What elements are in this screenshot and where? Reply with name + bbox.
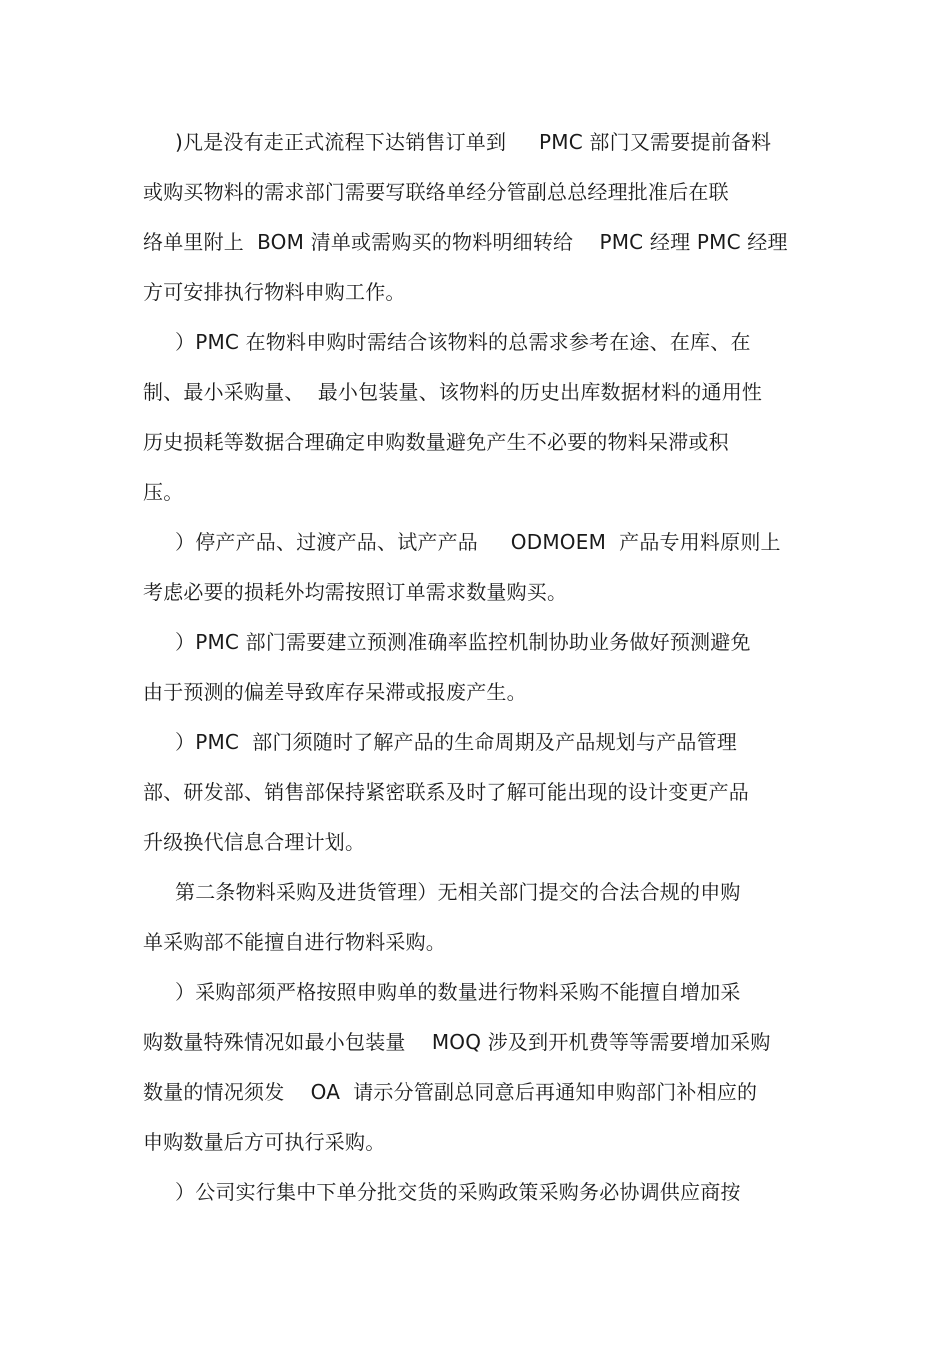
text-line: 数量的情况须发 OA 请示分管副总同意后再通知申购部门补相应的 xyxy=(143,1080,758,1104)
text-line: 制、最小采购量、 最小包装量、该物料的历史出库数据材料的通用性 xyxy=(143,380,763,404)
text-line: 压。 xyxy=(143,480,184,504)
text-line: 升级换代信息合理计划。 xyxy=(143,830,366,854)
text-line: ）PMC 部门需要建立预测准确率监控机制协助业务做好预测避免 xyxy=(175,630,751,654)
text-line: 单采购部不能擅自进行物料采购。 xyxy=(143,930,446,954)
text-line: 历史损耗等数据合理确定申购数量避免产生不必要的物料呆滞或积 xyxy=(143,430,729,454)
text-line: 第二条物料采购及进货管理）无相关部门提交的合法合规的申购 xyxy=(175,880,741,904)
text-line: 络单里附上 BOM 清单或需购买的物料明细转给 PMC 经理 PMC 经理 xyxy=(143,230,788,254)
text-line: 由于预测的偏差导致库存呆滞或报废产生。 xyxy=(143,680,527,704)
text-line: 购数量特殊情况如最小包装量 MOQ 涉及到开机费等等需要增加采购 xyxy=(143,1030,771,1054)
text-line: 方可安排执行物料申购工作。 xyxy=(143,280,406,304)
text-line: 部、研发部、销售部保持紧密联系及时了解可能出现的设计变更产品 xyxy=(143,780,749,804)
text-line: ）PMC 部门须随时了解产品的生命周期及产品规划与产品管理 xyxy=(175,730,737,754)
text-line: ）公司实行集中下单分批交货的采购政策采购务必协调供应商按 xyxy=(175,1180,741,1204)
text-line: 或购买物料的需求部门需要写联络单经分管副总总经理批准后在联 xyxy=(143,180,729,204)
text-line: ）PMC 在物料申购时需结合该物料的总需求参考在途、在库、在 xyxy=(175,330,751,354)
text-line: 申购数量后方可执行采购。 xyxy=(143,1130,386,1154)
text-line: )凡是没有走正式流程下达销售订单到 PMC 部门又需要提前备料 xyxy=(175,130,772,154)
text-line: ）采购部须严格按照申购单的数量进行物料采购不能擅自增加采 xyxy=(175,980,741,1004)
text-line: ）停产产品、过渡产品、试产产品 ODMOEM 产品专用料原则上 xyxy=(175,530,781,554)
text-line: 考虑必要的损耗外均需按照订单需求数量购买。 xyxy=(143,580,568,604)
